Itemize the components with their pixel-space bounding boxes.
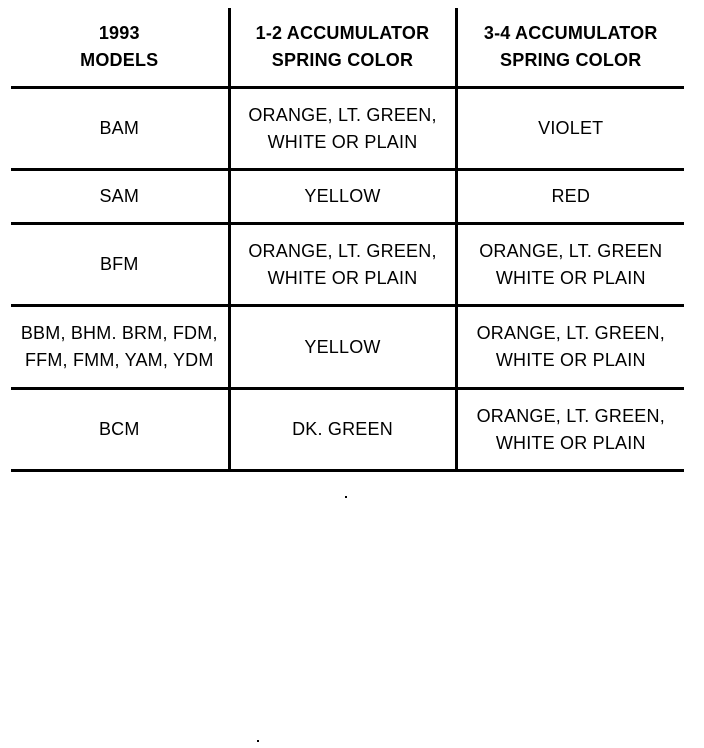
models-cell-line: BFM bbox=[99, 254, 139, 274]
header-models bbox=[11, 8, 229, 88]
spring-1-2-cell-line: DK. GREEN bbox=[292, 419, 393, 439]
accumulator-spring-table bbox=[11, 8, 684, 472]
models-cell-line: BBM, BHM. BRM, FDM, bbox=[20, 323, 218, 343]
scan-speck bbox=[345, 496, 347, 498]
spring-3-4-cell-line: WHITE OR PLAIN bbox=[495, 350, 646, 370]
spring-1-2-cell bbox=[229, 224, 456, 306]
spring-1-2-cell-line: YELLOW bbox=[304, 336, 381, 357]
spring-3-4-cell-line: RED bbox=[551, 186, 591, 206]
spring-1-2-cell bbox=[229, 88, 456, 170]
table-row bbox=[11, 306, 684, 389]
header-models-line-2: MODELS bbox=[80, 50, 159, 70]
spring-3-4-cell bbox=[456, 306, 684, 389]
spring-3-4-cell-line: ORANGE, LT. GREEN, bbox=[476, 323, 665, 343]
spring-1-2-cell-line: YELLOW bbox=[304, 186, 381, 206]
spring-1-2-cell bbox=[229, 170, 456, 224]
models-cell-line: BAM bbox=[99, 118, 140, 138]
header-3-4-line-1: 3-4 ACCUMULATOR bbox=[483, 23, 658, 43]
spring-1-2-cell-line: WHITE OR PLAIN bbox=[267, 131, 418, 152]
models-cell bbox=[11, 170, 229, 224]
models-cell-line: BCM bbox=[98, 419, 140, 439]
spring-3-4-cell-line: ORANGE, LT. GREEN bbox=[479, 240, 663, 261]
spring-3-4-cell-line: VIOLET bbox=[538, 118, 604, 138]
models-cell-line: FFM, FMM, YAM, YDM bbox=[24, 350, 214, 370]
table-row bbox=[11, 88, 684, 170]
spring-1-2-cell bbox=[229, 306, 456, 389]
spring-1-2-cell-line: WHITE OR PLAIN bbox=[267, 267, 418, 288]
spring-3-4-cell bbox=[456, 170, 684, 224]
scan-speck bbox=[257, 740, 259, 742]
models-cell bbox=[11, 389, 229, 471]
header-1-2-line-2: SPRING COLOR bbox=[271, 50, 414, 70]
header-3-4-spring-color bbox=[456, 8, 684, 88]
models-cell-line: SAM bbox=[99, 186, 140, 206]
spring-3-4-cell-line: WHITE OR PLAIN bbox=[495, 432, 646, 453]
table-row bbox=[11, 170, 684, 224]
spring-3-4-cell bbox=[456, 389, 684, 471]
spring-3-4-cell bbox=[456, 88, 684, 170]
table-row bbox=[11, 224, 684, 306]
spring-3-4-cell-line: ORANGE, LT. GREEN, bbox=[476, 405, 665, 426]
spring-1-2-cell bbox=[229, 389, 456, 471]
header-3-4-line-2: SPRING COLOR bbox=[500, 50, 642, 70]
table-header-row bbox=[11, 8, 684, 88]
models-cell bbox=[11, 224, 229, 306]
header-models-line-1: 1993 bbox=[98, 23, 140, 43]
models-cell bbox=[11, 306, 229, 389]
spring-1-2-cell-line: ORANGE, LT. GREEN, bbox=[248, 104, 437, 125]
spring-3-4-cell bbox=[456, 224, 684, 306]
spring-3-4-cell-line: WHITE OR PLAIN bbox=[495, 267, 646, 288]
header-1-2-spring-color bbox=[229, 8, 456, 88]
models-cell bbox=[11, 88, 229, 170]
table-row bbox=[11, 389, 684, 471]
spring-1-2-cell-line: ORANGE, LT. GREEN, bbox=[248, 240, 437, 261]
header-1-2-line-1: 1-2 ACCUMULATOR bbox=[255, 23, 430, 43]
